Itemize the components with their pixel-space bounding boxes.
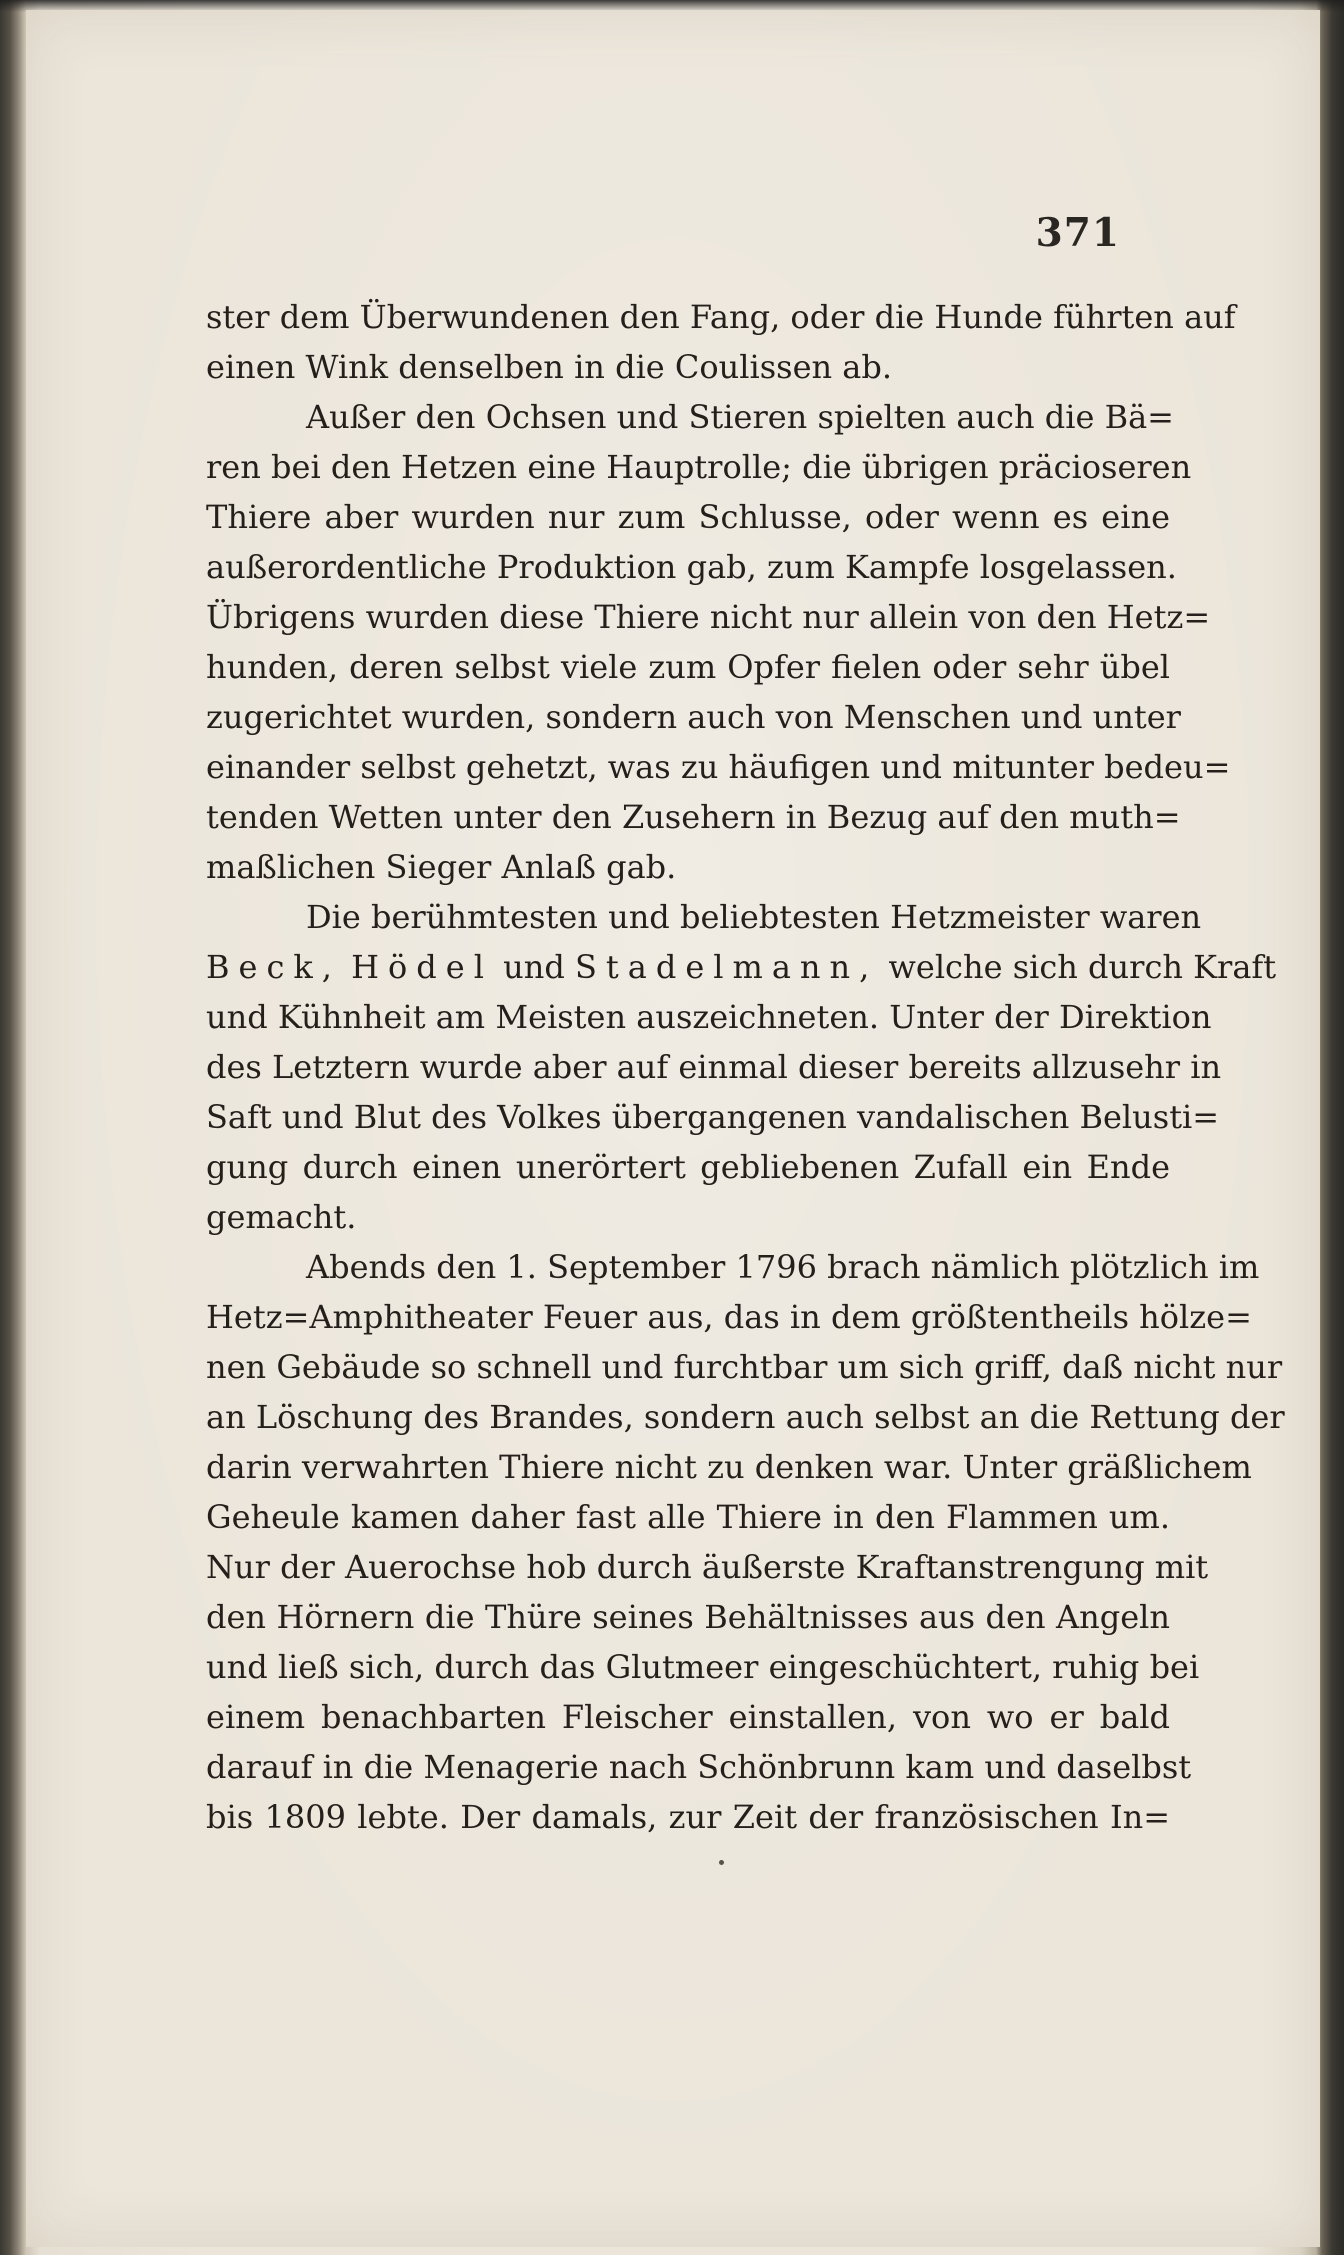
body-text bbox=[206, 292, 1285, 1842]
text-line: gemacht. bbox=[206, 1198, 357, 1236]
text-line: Abends den 1. September 1796 brach nämlich plötzlich im bbox=[306, 1248, 1260, 1286]
names-line-rest: welche sich durch Kraft bbox=[888, 948, 1277, 986]
text-line: ren bei den Hetzen eine Hauptrolle; die übrigen präcioseren bbox=[206, 448, 1192, 486]
text-line: und ließ sich, durch das Glutmeer eingeschüchtert, ruhig bei bbox=[206, 1648, 1200, 1686]
text-line: Hetz=Amphitheater Feuer aus, das in dem größtentheils hölze= bbox=[206, 1298, 1252, 1336]
text-line: darin verwahrten Thiere nicht zu denken war. Unter gräßlichem bbox=[206, 1448, 1252, 1486]
names-conjunction: und bbox=[503, 948, 565, 986]
text-line: einen Wink denselben in die Coulissen ab. bbox=[206, 348, 893, 386]
text-line: Übrigens wurden diese Thiere nicht nur allein von den Hetz= bbox=[206, 598, 1211, 636]
text-line: Thiere aber wurden nur zum Schlusse, oder wenn es eine bbox=[206, 498, 1170, 536]
text-line: ster dem Überwundenen den Fang, oder die Hunde führten auf bbox=[206, 298, 1236, 336]
text-line: zugerichtet wurden, sondern auch von Menschen und unter bbox=[206, 698, 1181, 736]
name-stadelmann: Stadelmann, bbox=[574, 948, 879, 986]
text-line: Nur der Auerochse hob durch äußerste Kraftanstrengung mit bbox=[206, 1548, 1209, 1586]
text-line-names bbox=[206, 942, 1277, 992]
text-line: einander selbst gehetzt, was zu häufigen und mitunter bedeu= bbox=[206, 748, 1231, 786]
text-line: des Letztern wurde aber auf einmal dieser bereits allzusehr in bbox=[206, 1048, 1222, 1086]
text-line: nen Gebäude so schnell und furchtbar um sich griff, daß nicht nur bbox=[206, 1348, 1283, 1386]
text-line: den Hörnern die Thüre seines Behältnisses aus den Angeln bbox=[206, 1598, 1170, 1636]
text-line: einem benachbarten Fleischer einstallen, von wo er bald bbox=[206, 1698, 1170, 1736]
text-line: Geheule kamen daher fast alle Thiere in den Flammen um. bbox=[206, 1498, 1170, 1536]
text-line: maßlichen Sieger Anlaß gab. bbox=[206, 848, 677, 886]
text-line: an Löschung des Brandes, sondern auch selbst an die Rettung der bbox=[206, 1398, 1285, 1436]
text-line: und Kühnheit am Meisten auszeichneten. Unter der Direktion bbox=[206, 998, 1212, 1036]
name-hoedel: Hödel bbox=[351, 948, 493, 986]
text-line: darauf in die Menagerie nach Schönbrunn kam und daselbst bbox=[206, 1748, 1192, 1786]
page-number: 371 bbox=[1035, 210, 1120, 256]
text-line: Die berühmtesten und beliebtesten Hetzmeister waren bbox=[306, 898, 1202, 936]
text-line: außerordentliche Produktion gab, zum Kampfe losgelassen. bbox=[206, 548, 1177, 586]
text-line: tenden Wetten unter den Zusehern in Bezug auf den muth= bbox=[206, 798, 1181, 836]
text-line: bis 1809 lebte. Der damals, zur Zeit der französischen In= bbox=[206, 1798, 1170, 1836]
text-line: Saft und Blut des Volkes übergangenen vandalischen Belusti= bbox=[206, 1098, 1220, 1136]
text-line: gung durch einen unerörtert gebliebenen Zufall ein Ende bbox=[206, 1148, 1170, 1186]
text-line: hunden, deren selbst viele zum Opfer fielen oder sehr übel bbox=[206, 648, 1170, 686]
name-beck: Beck, bbox=[206, 948, 341, 986]
text-line: Außer den Ochsen und Stieren spielten auch die Bä= bbox=[306, 398, 1174, 436]
ink-speck bbox=[719, 1860, 724, 1865]
book-page bbox=[26, 10, 1320, 2247]
